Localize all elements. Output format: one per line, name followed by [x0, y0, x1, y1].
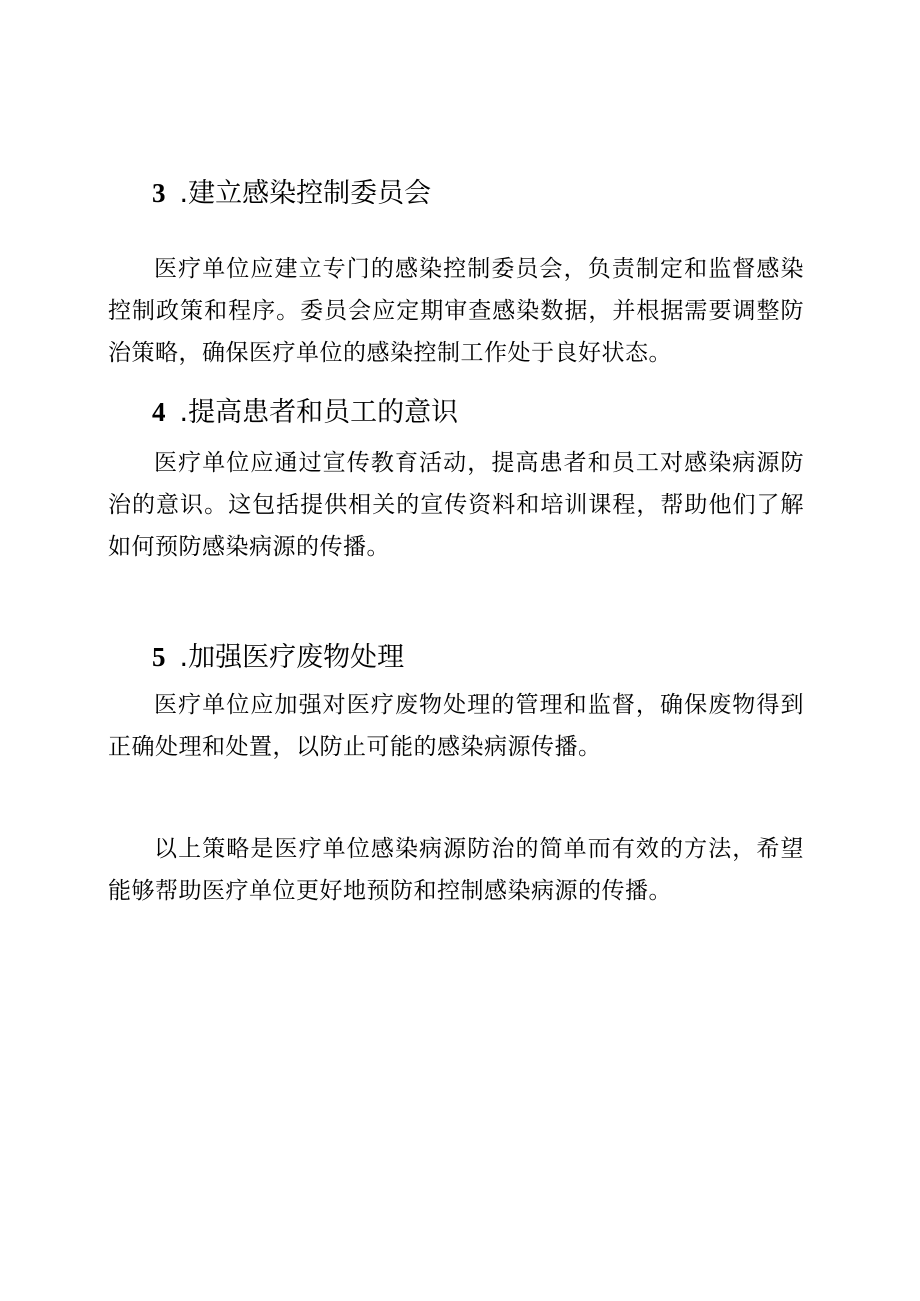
section-5-title: .加强医疗废物处理	[179, 642, 405, 673]
section-4-number: 4	[152, 397, 166, 427]
section-3-title: .建立感染控制委员会	[179, 178, 432, 209]
section-5-body: 医疗单位应加强对医疗废物处理的管理和监督，确保废物得到正确处理和处置，以防止可能的感染病源传播。	[108, 692, 804, 760]
section-3-heading	[152, 175, 431, 212]
section-3-body: 医疗单位应建立专门的感染控制委员会，负责制定和监督感染控制政策和程序。委员会应定期审查感染数据，并根据需要调整防治策略，确保医疗单位的感染控制工作处于良好状态。	[108, 256, 804, 366]
section-4-title: .提高患者和员工的意识	[179, 397, 459, 428]
section-4-body: 医疗单位应通过宣传教育活动，提高患者和员工对感染病源防治的意识。这包括提供相关的宣传资料和培训课程，帮助他们了解如何预防感染病源的传播。	[108, 450, 804, 560]
conclusion-paragraph: 以上策略是医疗单位感染病源防治的简单而有效的方法，希望能够帮助医疗单位更好地预防和控制感染病源的传播。	[108, 836, 804, 904]
section-5-heading	[152, 639, 404, 676]
section-3-number: 3	[152, 178, 166, 208]
section-5-number: 5	[152, 642, 166, 672]
section-4-heading	[152, 394, 458, 431]
